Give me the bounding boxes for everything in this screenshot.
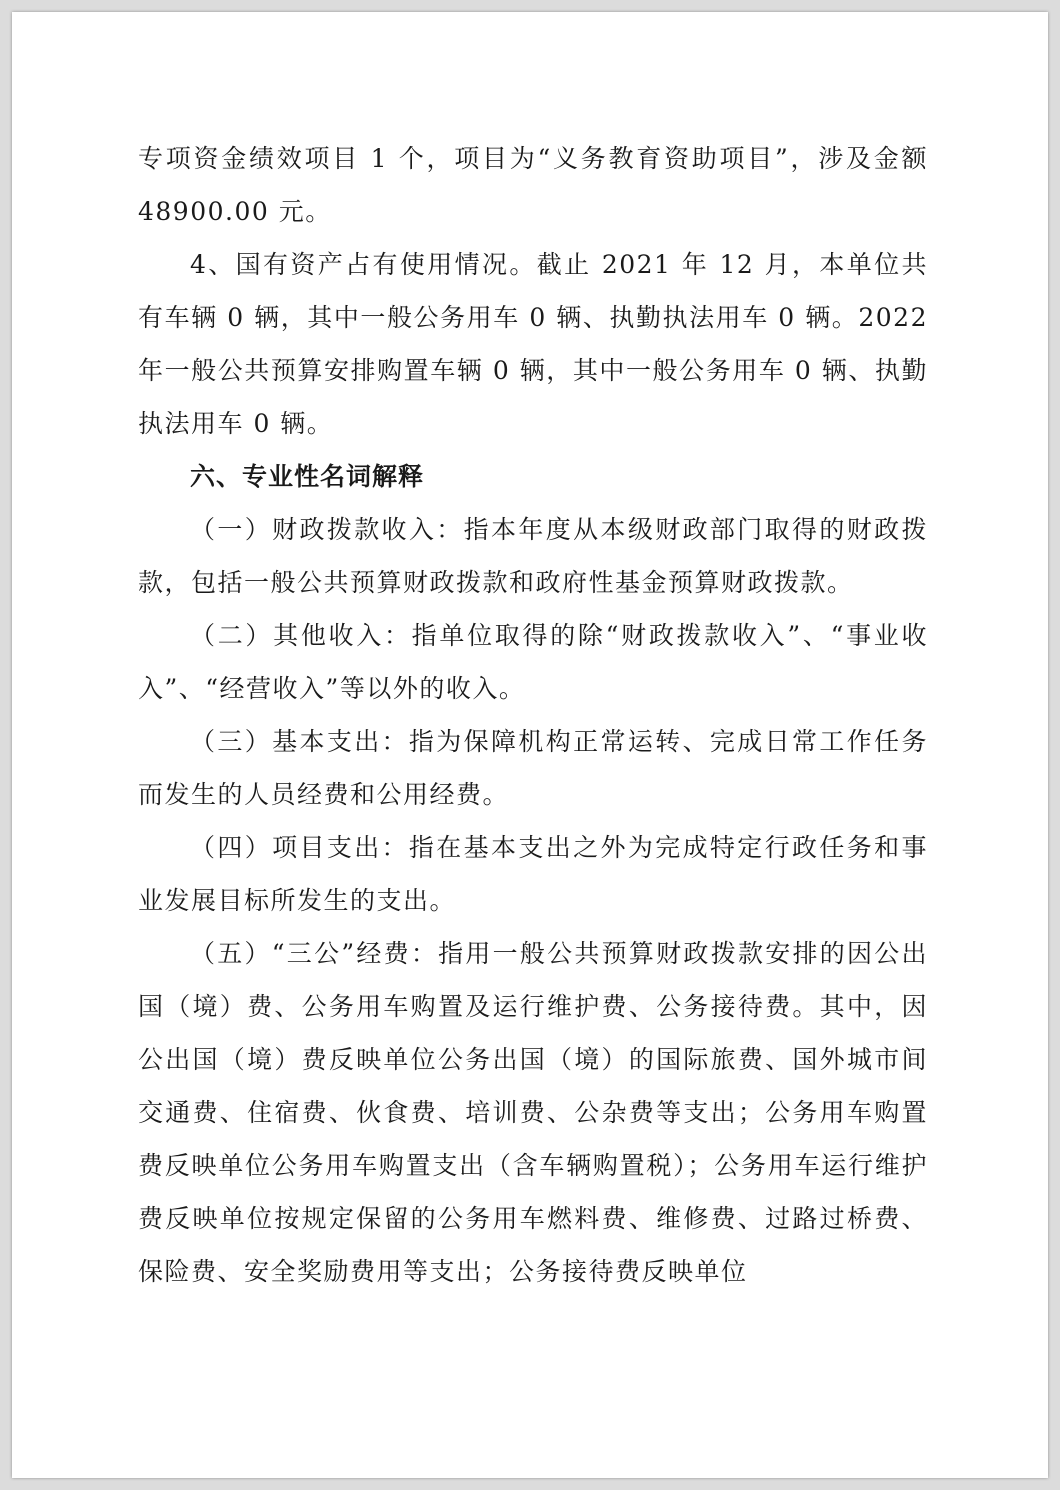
definition-basic-expenditure: （三）基本支出：指为保障机构正常运转、完成日常工作任务而发生的人员经费和公用经费。 xyxy=(138,727,928,809)
paragraph-project-funds: 专项资金绩效项目 1 个，项目为“义务教育资助项目”，涉及金额 48900.00 元。 xyxy=(138,144,928,226)
definition-other-income: （二）其他收入：指单位取得的除“财政拨款收入”、“事业收入”、“经营收入”等以外的收入。 xyxy=(138,621,928,703)
document-page xyxy=(12,12,1048,1478)
paragraph-state-assets: 4、国有资产占有使用情况。截止 2021 年 12 月，本单位共有车辆 0 辆，其中一般公务用车 0 辆、执勤执法用车 0 辆。2022 年一般公共预算安排购置车辆 0 辆，其中一般公务用车 0 辆、执勤执法用车 0 辆。 xyxy=(138,250,928,438)
section-heading: 六、专业性名词解释 xyxy=(190,462,425,491)
definition-project-expenditure: （四）项目支出：指在基本支出之外为完成特定行政任务和事业发展目标所发生的支出。 xyxy=(138,833,928,915)
definition-three-public-expenses: （五）“三公”经费：指用一般公共预算财政拨款安排的因公出国（境）费、公务用车购置及运行维护费、公务接待费。其中，因公出国（境）费反映单位公务出国（境）的国际旅费、国外城市间交通费、住宿费、伙食费、培训费、公杂费等支出；公务用车购置费反映单位公务用车购置支出（含车辆购置税）；公务用车运行维护费反映单位按规定保留的公务用车燃料费、维修费、过路过桥费、保险费、安全奖励费用等支出；公务接待费反映单位 xyxy=(138,939,928,1286)
document-body xyxy=(138,132,928,1298)
definition-fiscal-appropriation: （一）财政拨款收入：指本年度从本级财政部门取得的财政拨款，包括一般公共预算财政拨款和政府性基金预算财政拨款。 xyxy=(138,515,928,597)
